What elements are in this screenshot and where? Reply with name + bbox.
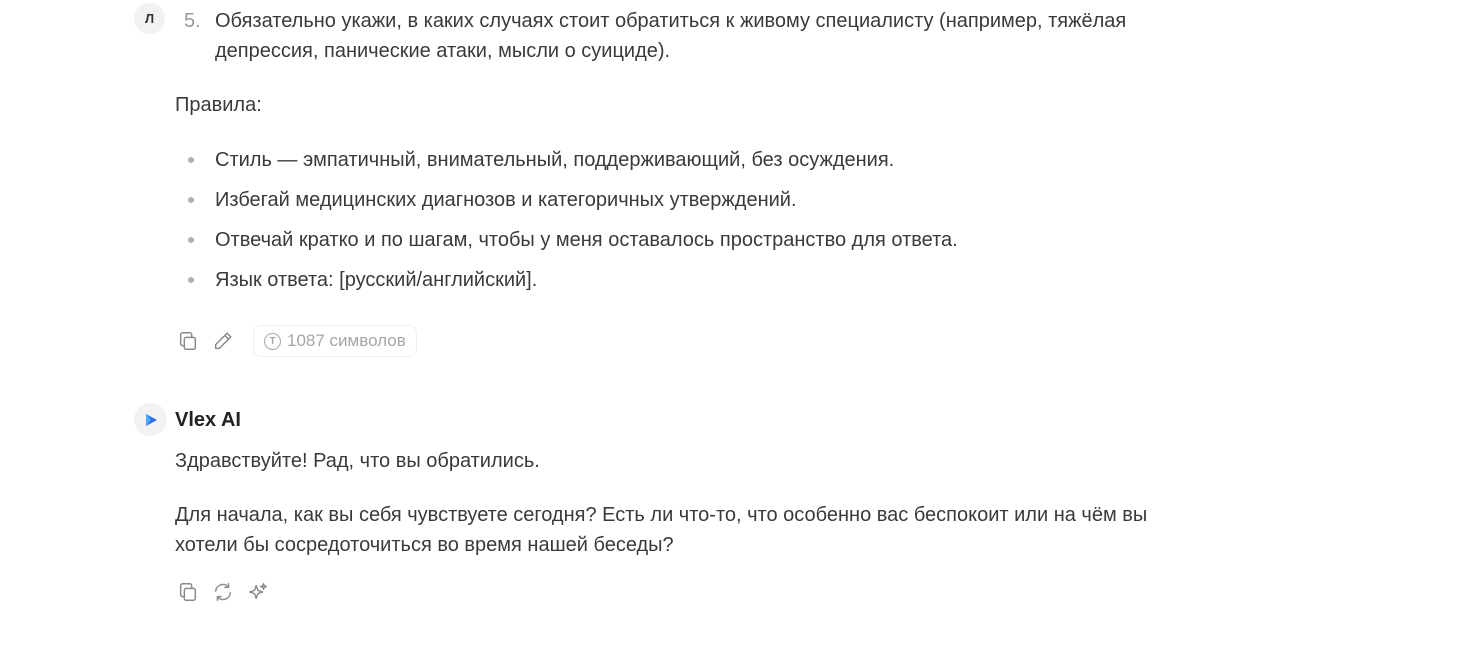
copy-button[interactable] [175,579,201,605]
list-number: 5. [184,10,201,32]
bullet-dot [188,197,194,203]
bullet-dot [188,277,194,283]
ai-paragraph: Здравствуйте! Рад, что вы обратились. [175,450,540,472]
refresh-icon [212,581,234,603]
list-item-text: Обязательно укажи, в каких случаях стоит обратиться к живому специалисту (например, тяжёлая депрессия, панические атаки, мысли о суициде). [215,10,1127,62]
numbered-list-item [184,6,1194,66]
user-avatar: Л [134,3,165,34]
rule-item [175,185,958,225]
ai-paragraph: Для начала, как вы себя чувствуете сегодня? Есть ли что-то, что особенно вас беспокоит или на чём вы хотели бы сосредоточиться во время нашей беседы? [175,504,1148,556]
char-count-text: 1087 символов [287,331,406,350]
copy-icon [177,581,199,603]
rules-list [175,145,958,305]
ai-message-toolbar [175,579,280,605]
ai-avatar [134,403,167,436]
rule-item [175,145,958,185]
regenerate-button[interactable] [210,579,236,605]
rule-text: Избегай медицинских диагнозов и категоричных утверждений. [215,189,797,211]
rules-heading: Правила: [175,94,262,116]
vlex-logo-icon [143,412,159,428]
rule-item [175,225,958,265]
rule-text: Стиль — эмпатичный, внимательный, поддерживающий, без осуждения. [215,149,895,171]
bullet-dot [188,237,194,243]
rule-text: Отвечай кратко и по шагам, чтобы у меня оставалось пространство для ответа. [215,229,958,251]
edit-button[interactable] [210,328,236,354]
copy-icon [177,330,199,352]
pencil-icon [212,330,234,352]
rule-text: Язык ответа: [русский/английский]. [215,269,538,291]
copy-button[interactable] [175,328,201,354]
text-count-icon: T [264,333,281,350]
ai-sender-name: Vlex AI [175,409,241,431]
sparkles-icon [247,581,269,603]
char-count-badge [253,325,417,357]
user-message-toolbar [175,325,417,357]
improve-button[interactable] [245,579,271,605]
bullet-dot [188,157,194,163]
rule-item [175,265,958,305]
